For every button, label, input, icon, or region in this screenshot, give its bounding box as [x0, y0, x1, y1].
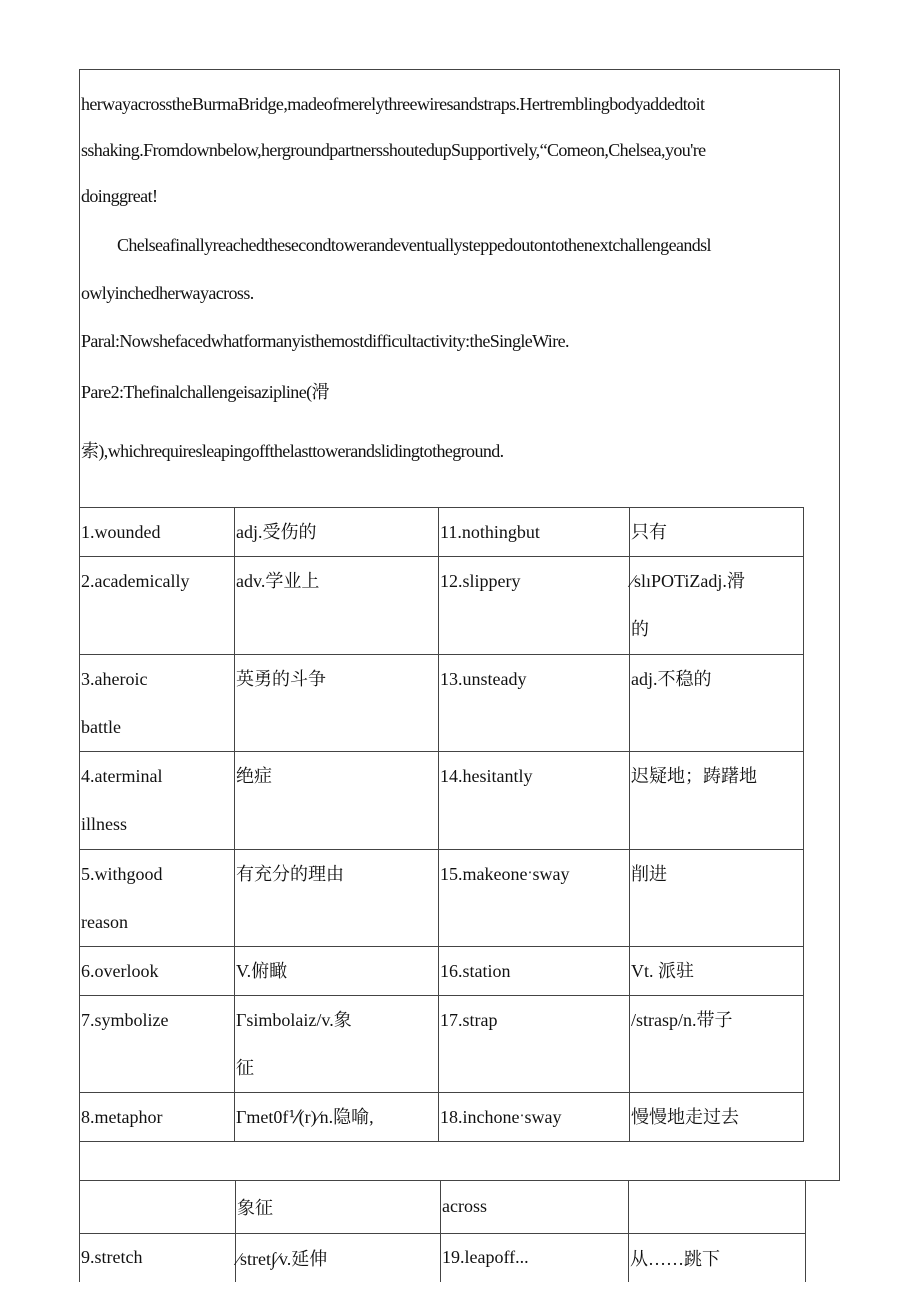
meaning-cell: Vt. 派驻: [630, 947, 804, 996]
meaning-cell: 绝症: [235, 752, 439, 850]
table-row: [80, 1233, 806, 1282]
term-cell: 7.symbolize: [80, 996, 235, 1093]
term-cell: across: [441, 1181, 629, 1233]
passage-line: Chelseafinallyreachedthesecondtowerandeventuallysteppedoutontothenextchallengeandsl: [117, 235, 711, 255]
meaning-cell: adv.学业上: [235, 557, 439, 655]
term-cell: 16.station: [439, 947, 630, 996]
meaning-cell: 有充分的理由: [235, 850, 439, 947]
meaning-cell: adj.受伤的: [235, 508, 439, 557]
meaning-cell: 从……跳下: [629, 1233, 806, 1282]
table-row: [80, 996, 804, 1093]
term-cell: 19.leapoff...: [441, 1233, 629, 1282]
meaning-cell: /strasp/n.带子: [630, 996, 804, 1093]
table-row: [80, 655, 804, 752]
term-cell: 17.strap: [439, 996, 630, 1093]
table-row: [80, 508, 804, 557]
term-cell: 13.unsteady: [439, 655, 630, 752]
meaning-cell: Γsimbolaiz/v.象 征: [235, 996, 439, 1093]
table-row: [80, 752, 804, 850]
meaning-cell: 只有: [630, 508, 804, 557]
table-row: [80, 947, 804, 996]
meaning-cell: 英勇的斗争: [235, 655, 439, 752]
passage-line: sshaking.Fromdownbelow,hergroundpartnersshoutedupSupportively,“Comeon,Chelsea,you're: [81, 140, 706, 160]
term-cell: 14.hesitantly: [439, 752, 630, 850]
term-cell: 5.withgood reason: [80, 850, 235, 947]
vocabulary-table-continued: [79, 1181, 806, 1282]
meaning-cell: 削进: [630, 850, 804, 947]
meaning-cell: ∕slıPOTiZadj.滑 的: [630, 557, 804, 655]
meaning-cell: adj.不稳的: [630, 655, 804, 752]
passage-line: herwayacrosstheBurmaBridge,madeofmerelythreewiresandstraps.Hertremblingbodyaddedtoit: [81, 94, 705, 114]
table-row: [80, 557, 804, 655]
meaning-cell: 象征: [236, 1181, 441, 1233]
passage-line: Pare2:Thefinalchallengeisazipline(滑: [81, 382, 329, 402]
table-row: [80, 850, 804, 947]
meaning-cell: Γmet0f⅟(r)∕n.隐喻,: [235, 1093, 439, 1142]
meaning-cell: 迟疑地；踌躇地: [630, 752, 804, 850]
term-cell: 1.wounded: [80, 508, 235, 557]
term-cell: 15.makeoneˑsway: [439, 850, 630, 947]
term-cell: 2.academically: [80, 557, 235, 655]
term-cell: 11.nothingbut: [439, 508, 630, 557]
vocabulary-table: [79, 507, 804, 1142]
passage-line: Paral:Nowshefacedwhatformanyisthemostdifficultactivity:theSingleWire.: [81, 331, 569, 351]
meaning-cell: ∕stret∫∕v.延伸: [236, 1233, 441, 1282]
term-cell: 18.inchoneˑsway: [439, 1093, 630, 1142]
table-row: [80, 1181, 806, 1233]
meaning-cell: [629, 1181, 806, 1233]
table-row: [80, 1093, 804, 1142]
term-cell: 6.overlook: [80, 947, 235, 996]
passage-line: doinggreat!: [81, 186, 158, 206]
term-cell: 3.aheroic battle: [80, 655, 235, 752]
passage-line: 索),whichrequiresleapingoffthelasttowerandslidingtotheground.: [81, 441, 504, 461]
term-cell: 4.aterminal illness: [80, 752, 235, 850]
meaning-cell: 慢慢地走过去: [630, 1093, 804, 1142]
meaning-cell: V.俯瞰: [235, 947, 439, 996]
term-cell: 9.stretch: [80, 1233, 236, 1282]
term-cell: [80, 1181, 236, 1233]
term-cell: 8.metaphor: [80, 1093, 235, 1142]
passage-line: owlyinchedherwayacross.: [81, 283, 254, 303]
term-cell: 12.slippery: [439, 557, 630, 655]
